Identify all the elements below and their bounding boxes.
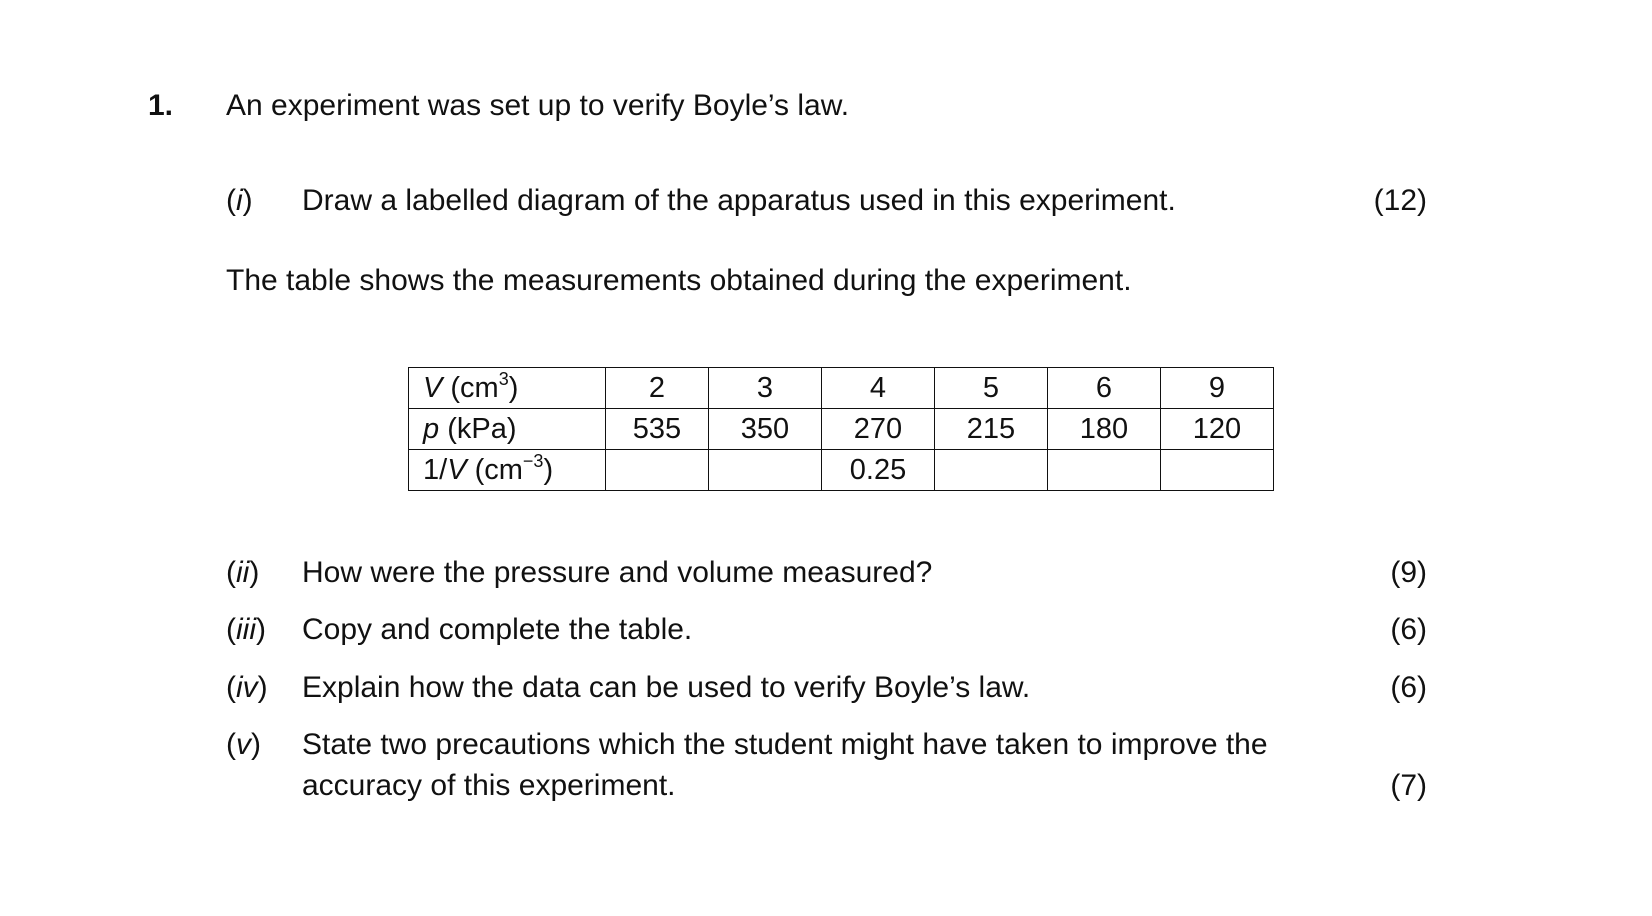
table-cell: [1161, 450, 1274, 491]
part-label-i: (i): [226, 184, 253, 217]
table-cell: 350: [709, 409, 822, 450]
part-roman-iii: iii: [236, 613, 256, 646]
part-marks-iv: (6): [1390, 671, 1427, 704]
part-text-iii: Copy and complete the table.: [302, 613, 693, 646]
part-label-iii: (iii): [226, 613, 266, 646]
part-label-ii: (ii): [226, 556, 260, 589]
table-cell: 535: [606, 409, 709, 450]
table-cell: 0.25: [822, 450, 935, 491]
table-cell: 6: [1048, 368, 1161, 409]
part-text-iv: Explain how the data can be used to verify Boyle’s law.: [302, 671, 1031, 704]
part-text-v-line2: accuracy of this experiment.: [302, 769, 676, 802]
question-number: 1.: [148, 89, 174, 122]
part-roman-v: v: [236, 728, 251, 761]
part-label-iv: (iv): [226, 671, 268, 704]
part-marks-v: (7): [1390, 769, 1427, 802]
part-marks-i: (12): [1373, 184, 1427, 217]
measurements-table: [408, 367, 1274, 491]
row-header-volume: V $(cm^3)$: [409, 368, 606, 409]
part-marks-ii: (9): [1390, 556, 1427, 589]
part-marks-iii: (6): [1390, 613, 1427, 646]
table-cell: 270: [822, 409, 935, 450]
table-cell: 120: [1161, 409, 1274, 450]
table-intro: The table shows the measurements obtained during the experiment.: [226, 264, 1132, 297]
table-cell: 2: [606, 368, 709, 409]
table-cell: 215: [935, 409, 1048, 450]
part-label-v: (v): [226, 728, 261, 761]
table-cell: [606, 450, 709, 491]
part-roman-iv: iv: [236, 671, 258, 704]
question-intro: An experiment was set up to verify Boyle’s law.: [226, 89, 850, 122]
part-text-i: Draw a labelled diagram of the apparatus used in this experiment.: [302, 184, 1176, 217]
table-cell: [1048, 450, 1161, 491]
table-cell: 3: [709, 368, 822, 409]
row-header-pressure: p (kPa): [409, 409, 606, 450]
part-roman-ii: ii: [236, 556, 250, 589]
part-roman-i: i: [236, 184, 243, 217]
table-cell: [935, 450, 1048, 491]
table-cell: 9: [1161, 368, 1274, 409]
table-cell: [709, 450, 822, 491]
part-text-v-line1: State two precautions which the student might have taken to improve the: [302, 728, 1268, 761]
table-row-pressure: [409, 409, 1274, 450]
row-header-inverse-volume: 1/V $(cm^{-3})$: [409, 450, 606, 491]
part-text-ii: How were the pressure and volume measured?: [302, 556, 933, 589]
table-row-inverse-volume: [409, 450, 1274, 491]
table-cell: 5: [935, 368, 1048, 409]
table-cell: 4: [822, 368, 935, 409]
table-cell: 180: [1048, 409, 1161, 450]
table-row-volume: [409, 368, 1274, 409]
